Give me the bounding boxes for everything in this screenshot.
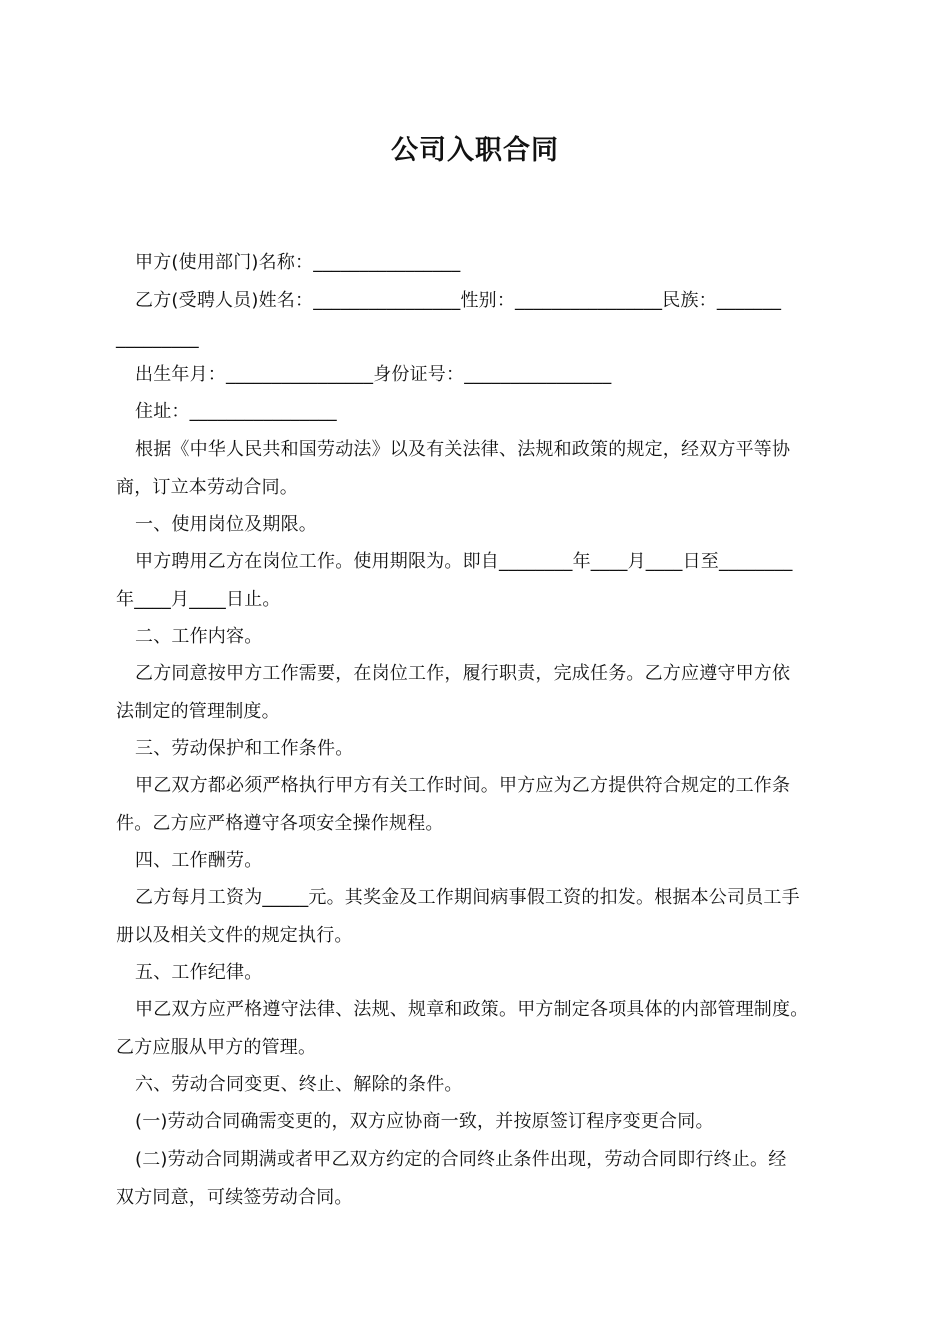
preamble-paragraph: 根据《中华人民共和国劳动法》以及有关法律、法规和政策的规定，经双方平等协: [135, 439, 791, 460]
section-3-paragraph-cont: 件。乙方应严格遵守各项安全操作规程。: [116, 813, 444, 834]
section-2-heading: 二、工作内容。: [135, 626, 263, 647]
party-a-name-line: 甲方(使用部门)名称：________________: [135, 252, 461, 273]
birth-id-line: 出生年月：________________身份证号：________________: [135, 364, 612, 385]
section-1-paragraph-cont: 年____月____日止。: [116, 589, 281, 610]
section-6-item-1: (一)劳动合同确需变更的，双方应协商一致，并按原签订程序变更合同。: [135, 1111, 714, 1132]
section-6-item-2: (二)劳动合同期满或者甲乙双方约定的合同终止条件出现，劳动合同即行终止。经: [135, 1149, 787, 1170]
section-4-heading: 四、工作酬劳。: [135, 850, 263, 871]
section-1-heading: 一、使用岗位及期限。: [135, 514, 317, 535]
section-2-paragraph: 乙方同意按甲方工作需要，在岗位工作，履行职责，完成任务。乙方应遵守甲方依: [135, 663, 791, 684]
party-b-info-line-cont: _________: [116, 328, 199, 349]
section-5-heading: 五、工作纪律。: [135, 962, 263, 983]
address-line: 住址：________________: [135, 401, 337, 422]
section-4-paragraph: 乙方每月工资为_____元。其奖金及工作期间病事假工资的扣发。根据本公司员工手: [135, 887, 800, 908]
section-4-paragraph-cont: 册以及相关文件的规定执行。: [116, 925, 353, 946]
section-1-paragraph: 甲方聘用乙方在岗位工作。使用期限为。即自________年____月____日至________: [135, 551, 793, 572]
section-3-heading: 三、劳动保护和工作条件。: [135, 738, 354, 759]
preamble-paragraph-cont: 商，订立本劳动合同。: [116, 477, 298, 498]
section-3-paragraph: 甲乙双方都必须严格执行甲方有关工作时间。甲方应为乙方提供符合规定的工作条: [135, 775, 791, 796]
section-5-paragraph-cont: 乙方应服从甲方的管理。: [116, 1037, 317, 1058]
party-b-info-line: 乙方(受聘人员)姓名：________________性别：________________民族：_______: [135, 290, 782, 311]
section-6-heading: 六、劳动合同变更、终止、解除的条件。: [135, 1074, 463, 1095]
section-2-paragraph-cont: 法制定的管理制度。: [116, 701, 280, 722]
section-6-item-2-cont: 双方同意，可续签劳动合同。: [116, 1187, 353, 1208]
document-title: 公司入职合同: [391, 135, 559, 166]
section-5-paragraph: 甲乙双方应严格遵守法律、法规、规章和政策。甲方制定各项具体的内部管理制度。: [135, 999, 809, 1020]
